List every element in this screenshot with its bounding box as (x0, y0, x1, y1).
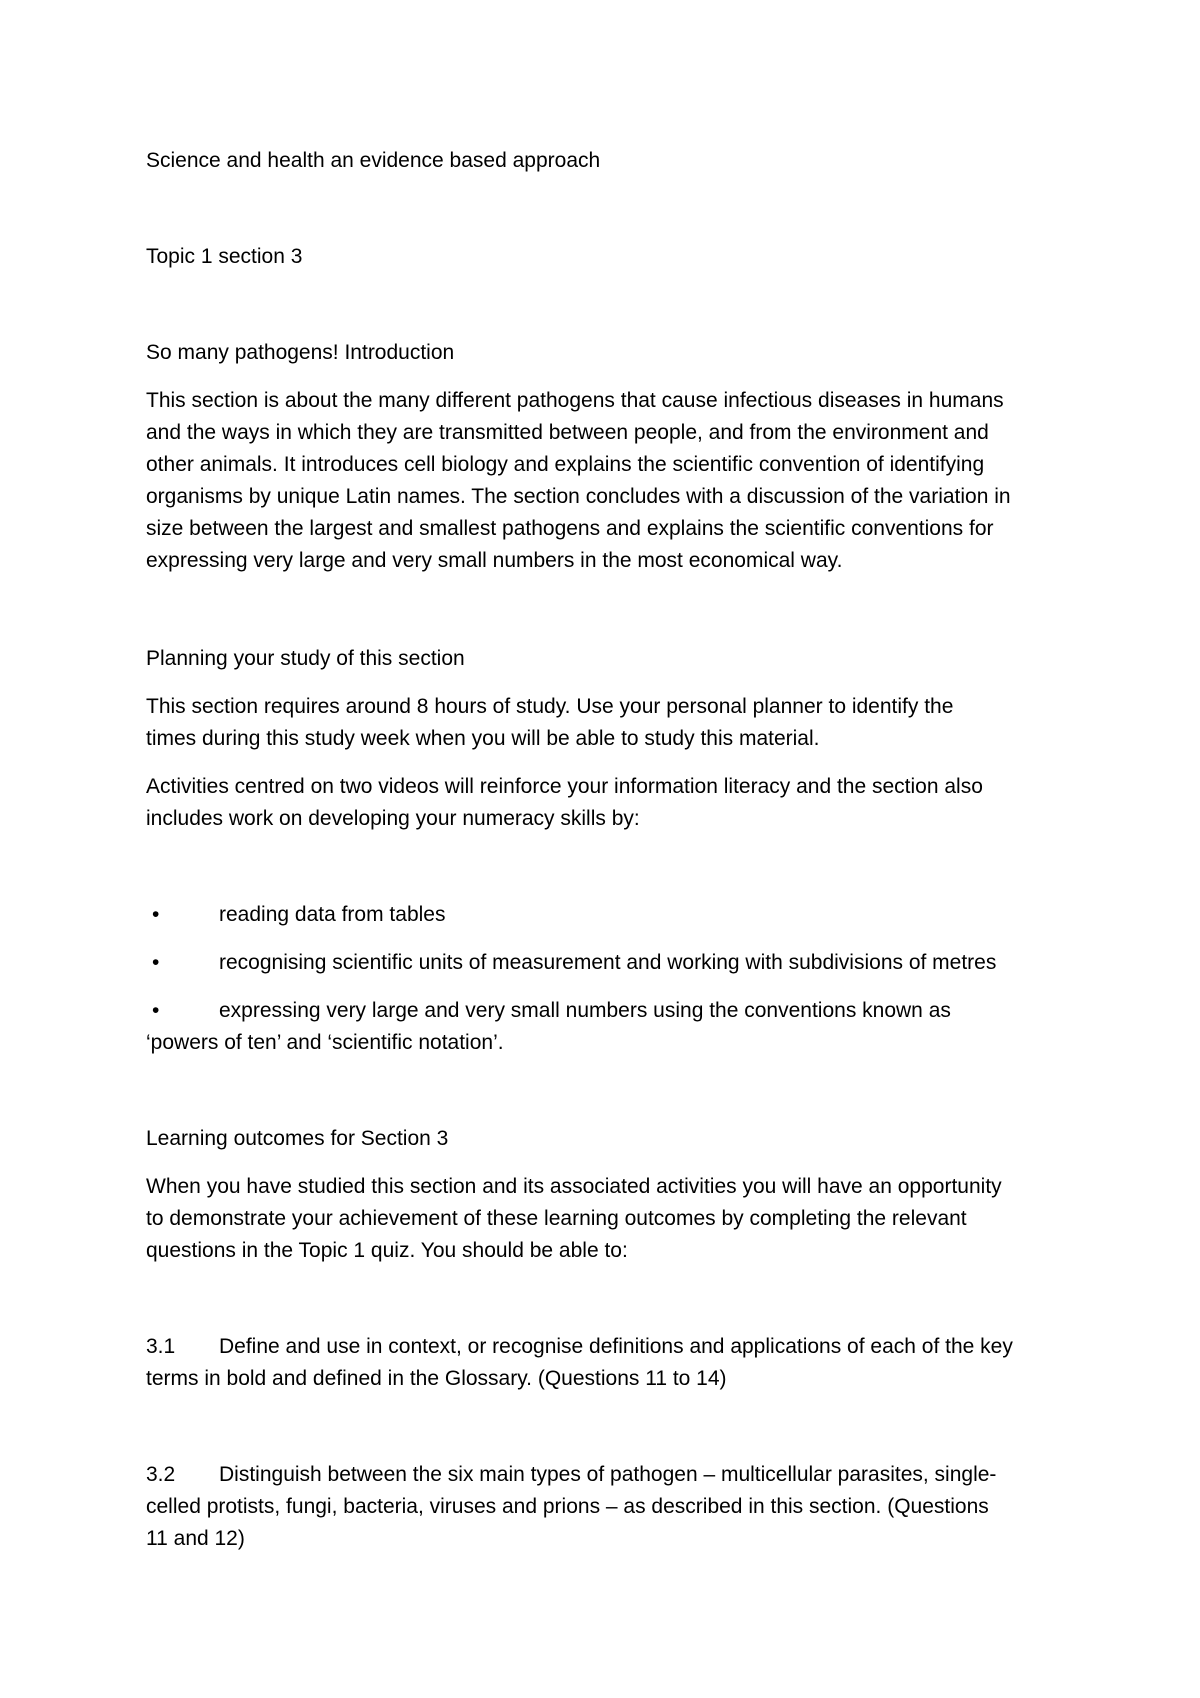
intro-heading: So many pathogens! Introduction (146, 341, 455, 364)
outcome-number: 3.1 (146, 1335, 176, 1358)
outcome-text-continued: 11 and 12) (146, 1527, 245, 1550)
bullet-text-continued: ‘powers of ten’ and ‘scientific notation’. (146, 1031, 504, 1054)
planning-heading: Planning your study of this section (146, 647, 465, 670)
outcome-text: Distinguish between the six main types of pathogen – multicellular parasites, single- (219, 1463, 997, 1486)
topic-heading: Topic 1 section 3 (146, 245, 303, 268)
planning-line: times during this study week when you will be able to study this material. (146, 727, 820, 750)
bullet-text: expressing very large and very small numbers using the conventions known as (219, 999, 951, 1022)
intro-line: organisms by unique Latin names. The section concludes with a discussion of the variation in (146, 485, 1011, 508)
outcomes-line: When you have studied this section and its associated activities you will have an opportunity (146, 1175, 1002, 1198)
outcome-text-continued: celled protists, fungi, bacteria, viruses and prions – as described in this section. (Questions (146, 1495, 989, 1518)
outcomes-intro (146, 1171, 1076, 1267)
planning-paragraph-1 (146, 691, 1076, 755)
planning-line: This section requires around 8 hours of study. Use your personal planner to identify the (146, 695, 954, 718)
intro-line: This section is about the many different pathogens that cause infectious diseases in humans (146, 389, 1004, 412)
bullet-icon: • (152, 999, 160, 1022)
outcomes-line: questions in the Topic 1 quiz. You should be able to: (146, 1239, 628, 1262)
intro-line: size between the largest and smallest pathogens and explains the scientific conventions for (146, 517, 994, 540)
bullet-text: recognising scientific units of measurement and working with subdivisions of metres (219, 951, 997, 974)
intro-line: other animals. It introduces cell biology and explains the scientific convention of identifying (146, 453, 985, 476)
bullet-text: reading data from tables (219, 903, 446, 926)
intro-line: and the ways in which they are transmitted between people, and from the environment and (146, 421, 989, 444)
outcome-text-continued: terms in bold and defined in the Glossary. (Questions 11 to 14) (146, 1367, 727, 1390)
document-title: Science and health an evidence based approach (146, 149, 601, 172)
intro-paragraph (146, 385, 1076, 577)
outcomes-heading: Learning outcomes for Section 3 (146, 1127, 449, 1150)
bullet-icon: • (152, 903, 160, 926)
bullet-icon: • (152, 951, 160, 974)
planning-line: Activities centred on two videos will reinforce your information literacy and the section also (146, 775, 983, 798)
outcome-number: 3.2 (146, 1463, 176, 1486)
planning-line: includes work on developing your numeracy skills by: (146, 807, 640, 830)
planning-paragraph-2 (146, 771, 1076, 835)
outcome-text: Define and use in context, or recognise definitions and applications of each of the key (219, 1335, 1013, 1358)
intro-line: expressing very large and very small numbers in the most economical way. (146, 549, 843, 572)
outcomes-line: to demonstrate your achievement of these learning outcomes by completing the relevant (146, 1207, 967, 1230)
